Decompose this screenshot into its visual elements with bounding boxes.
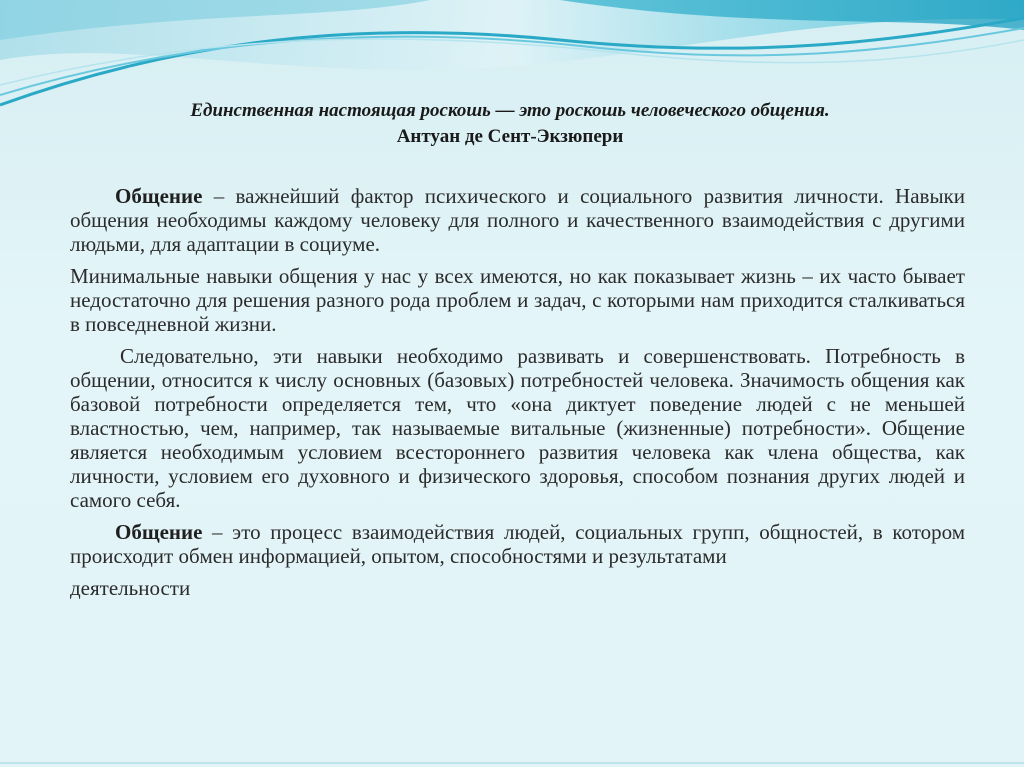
paragraph-5 [70, 576, 965, 600]
paragraph-1 [70, 184, 965, 256]
paragraph-3-text: Следовательно, эти навыки необходимо развивать и совершенствовать. Потребность в общении, относится к числу основных (базовых) потребностей человека. Значимость общения как базовой потребности определяется тем, что «она диктует поведение людей с не меньшей властностью, чем, например, так называемые витальные (жизненные) потребности». Общение является необходимым условием всестороннего развития человека как члена общества, как личности, условием его духовного и физического здоровья, способом познания других людей и самого себя. [70, 344, 965, 512]
epigraph-text: Единственная настоящая роскошь — это роскошь человеческого общения. [190, 100, 830, 121]
epigraph-author: Антуан де Сент-Экзюпери [396, 126, 624, 147]
epigraph-block [60, 98, 960, 150]
header-wave-decoration [0, 0, 1024, 110]
paragraph-4 [70, 520, 965, 568]
paragraph-1-term: Общение [115, 184, 203, 208]
bottom-divider [0, 762, 1024, 764]
paragraph-5-text: деятельности [70, 576, 191, 600]
body-text [70, 184, 965, 608]
paragraph-2-text: Минимальные навыки общения у нас у всех имеются, но как показывает жизнь – их часто бывает недостаточно для решения разного рода проблем и задач, с которыми нам приходится сталкиваться в повседневной жизни. [70, 264, 965, 336]
paragraph-4-text: – это процесс взаимодействия людей, социальных групп, общностей, в котором происходит обмен информацией, опытом, способностями и результатами [70, 520, 965, 568]
paragraph-4-term: Общение [115, 520, 203, 544]
paragraph-2 [70, 264, 965, 336]
paragraph-1-text: – важнейший фактор психического и социального развития личности. Навыки общения необходимы каждому человеку для полного и качественного взаимодействия с другими людьми, для адаптации в социуме. [70, 184, 965, 256]
paragraph-3 [70, 344, 965, 512]
